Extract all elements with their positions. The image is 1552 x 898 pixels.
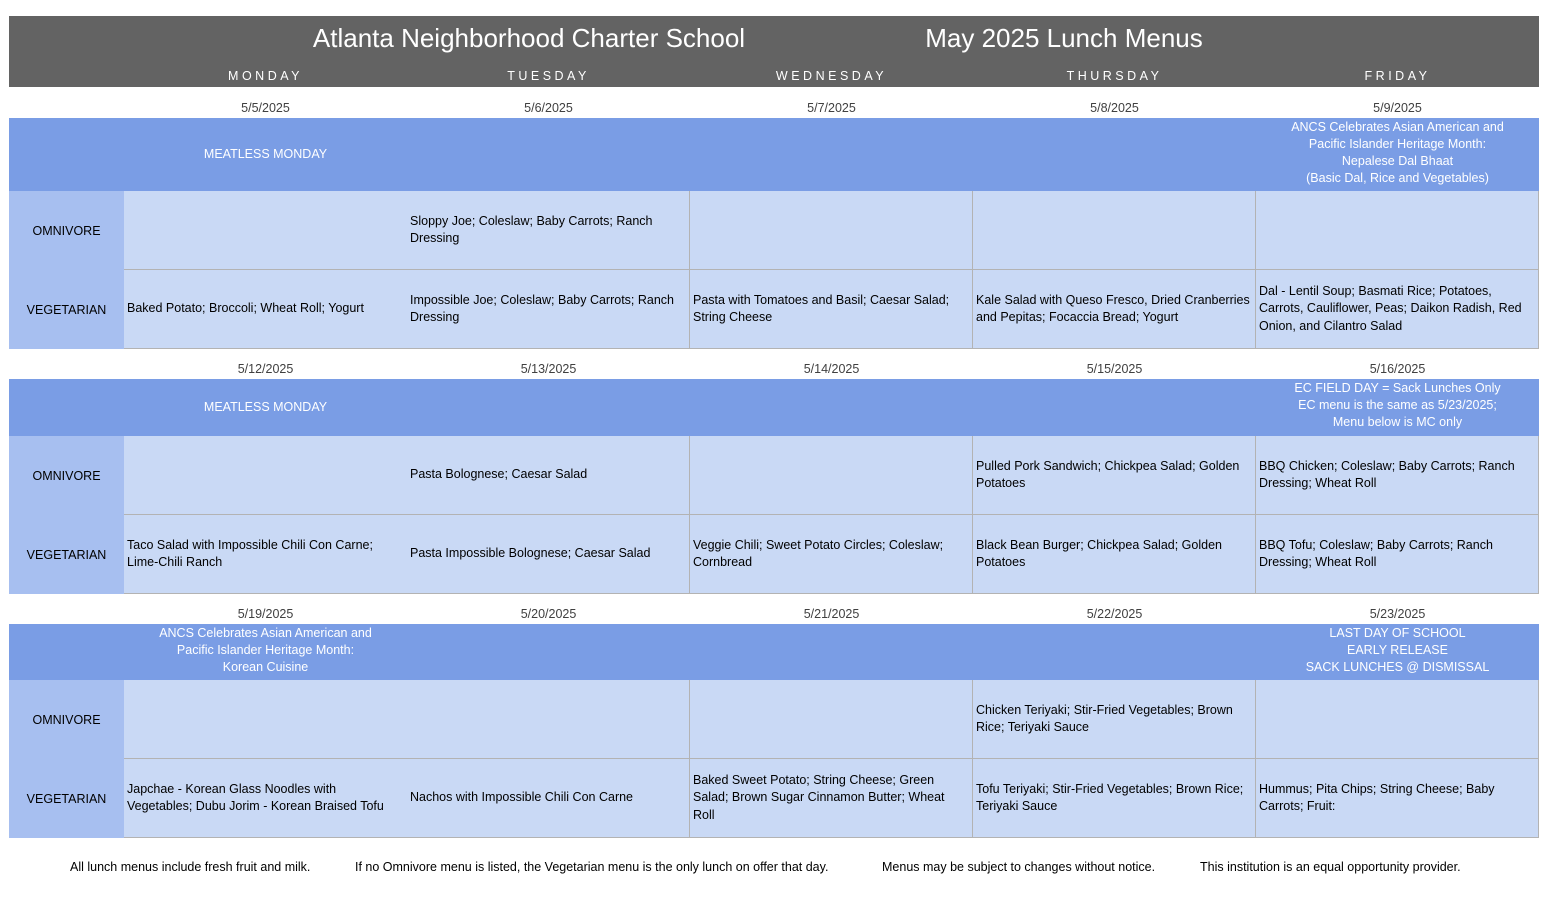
day-header-thursday: THURSDAY [1066, 69, 1163, 83]
date-cell: 5/20/2025 [520, 607, 577, 621]
omnivore-label: OMNIVORE [9, 436, 124, 515]
date-cell: 5/9/2025 [1373, 101, 1422, 115]
banner-text: EC FIELD DAY = Sack Lunches Only EC menu is the same as 5/23/2025; Menu below is MC only [1294, 381, 1501, 429]
banner-text: ANCS Celebrates Asian American and Pacific Islander Heritage Month: Korean Cuisine [159, 626, 372, 674]
menu-cell: Baked Potato; Broccoli; Wheat Roll; Yogurt [124, 270, 408, 349]
week-1 [9, 99, 1539, 349]
theme-banner [9, 379, 1539, 436]
menu-cell [407, 680, 690, 759]
menu-cell: Pasta Impossible Bolognese; Caesar Salad [407, 515, 690, 594]
menu-cell: Tofu Teriyaki; Stir-Fried Vegetables; Brown Rice; Teriyaki Sauce [973, 759, 1256, 838]
theme-banner [9, 118, 1539, 191]
omnivore-row [9, 436, 1539, 515]
date-cell: 5/6/2025 [524, 101, 573, 115]
date-cell: 5/16/2025 [1369, 362, 1426, 376]
menu-cell: Veggie Chili; Sweet Potato Circles; Coleslaw; Cornbread [690, 515, 973, 594]
banner-text [407, 624, 690, 680]
menu-cell: Impossible Joe; Coleslaw; Baby Carrots; Ranch Dressing [407, 270, 690, 349]
omnivore-row [9, 680, 1539, 759]
date-cell: 5/21/2025 [803, 607, 860, 621]
omnivore-row [9, 191, 1539, 270]
banner-text [407, 379, 690, 436]
omnivore-label: OMNIVORE [9, 680, 124, 759]
menu-cell: Nachos with Impossible Chili Con Carne [407, 759, 690, 838]
menu-cell: Dal - Lentil Soup; Basmati Rice; Potatoes, Carrots, Cauliflower, Peas; Daikon Radish, Red Onion, and Cilantro Salad [1256, 270, 1539, 349]
banner-text: MEATLESS MONDAY [203, 400, 328, 414]
footer-note: This institution is an equal opportunity provider. [1200, 860, 1461, 874]
menu-cell: Sloppy Joe; Coleslaw; Baby Carrots; Ranch Dressing [407, 191, 690, 270]
menu-cell [124, 680, 408, 759]
menu-cell: BBQ Tofu; Coleslaw; Baby Carrots; Ranch Dressing; Wheat Roll [1256, 515, 1539, 594]
vegetarian-label: VEGETARIAN [9, 759, 124, 838]
banner-text: MEATLESS MONDAY [203, 147, 328, 161]
vegetarian-row [9, 759, 1539, 838]
menu-cell: Pasta with Tomatoes and Basil; Caesar Salad; String Cheese [690, 270, 973, 349]
footer-note: If no Omnivore menu is listed, the Vegetarian menu is the only lunch on offer that day. [355, 860, 829, 874]
date-cell: 5/15/2025 [1086, 362, 1143, 376]
day-header-friday: FRIDAY [1364, 69, 1431, 83]
menu-cell: Pasta Bolognese; Caesar Salad [407, 436, 690, 515]
menu-cell: Taco Salad with Impossible Chili Con Carne; Lime-Chili Ranch [124, 515, 408, 594]
menu-cell [690, 436, 973, 515]
menu-cell [1256, 680, 1539, 759]
date-cell: 5/7/2025 [807, 101, 856, 115]
omnivore-label: OMNIVORE [9, 191, 124, 270]
menu-cell [690, 191, 973, 270]
footer-notes [0, 858, 1552, 876]
menu-cell: BBQ Chicken; Coleslaw; Baby Carrots; Ranch Dressing; Wheat Roll [1256, 436, 1539, 515]
date-cell: 5/13/2025 [520, 362, 577, 376]
menu-cell: Pulled Pork Sandwich; Chickpea Salad; Golden Potatoes [973, 436, 1256, 515]
footer-note: Menus may be subject to changes without notice. [882, 860, 1156, 874]
date-cell: 5/14/2025 [803, 362, 860, 376]
theme-banner [9, 624, 1539, 680]
day-header-monday: MONDAY [228, 69, 303, 83]
banner-text [407, 118, 690, 191]
menu-cell [124, 191, 408, 270]
menu-cell: Baked Sweet Potato; String Cheese; Green Salad; Brown Sugar Cinnamon Butter; Wheat Roll [690, 759, 973, 838]
date-cell: 5/8/2025 [1090, 101, 1139, 115]
menu-cell [124, 436, 408, 515]
menu-cell: Kale Salad with Queso Fresco, Dried Cranberries and Pepitas; Focaccia Bread; Yogurt [973, 270, 1256, 349]
banner-text [690, 624, 973, 680]
date-cell: 5/5/2025 [241, 101, 290, 115]
menu-header [9, 16, 1539, 87]
day-header-wednesday: WEDNESDAY [775, 69, 888, 83]
footer-note: All lunch menus include fresh fruit and milk. [70, 860, 311, 874]
vegetarian-label: VEGETARIAN [9, 270, 124, 349]
menu-cell: Japchae - Korean Glass Noodles with Vegetables; Dubu Jorim - Korean Braised Tofu [124, 759, 408, 838]
date-cell: 5/23/2025 [1369, 607, 1426, 621]
menu-cell [1256, 191, 1539, 270]
banner-text: LAST DAY OF SCHOOL EARLY RELEASE SACK LUNCHES @ DISMISSAL [1305, 626, 1490, 674]
date-cell: 5/19/2025 [237, 607, 294, 621]
vegetarian-row [9, 515, 1539, 594]
week-3 [9, 605, 1539, 838]
menu-title: May 2025 Lunch Menus [925, 23, 1203, 53]
menu-cell [973, 191, 1256, 270]
school-name: Atlanta Neighborhood Charter School [312, 23, 746, 53]
date-cell: 5/12/2025 [237, 362, 294, 376]
banner-text [973, 624, 1256, 680]
week-2 [9, 360, 1539, 594]
banner-text [690, 118, 973, 191]
banner-text: ANCS Celebrates Asian American and Pacific Islander Heritage Month: Nepalese Dal Bhaat (Basic Dal, Rice and Vegetables) [1291, 120, 1504, 185]
menu-cell: Hummus; Pita Chips; String Cheese; Baby Carrots; Fruit: [1256, 759, 1539, 838]
menu-cell [690, 680, 973, 759]
date-cell: 5/22/2025 [1086, 607, 1143, 621]
vegetarian-row [9, 270, 1539, 349]
banner-text [973, 379, 1256, 436]
banner-text [973, 118, 1256, 191]
banner-text [690, 379, 973, 436]
vegetarian-label: VEGETARIAN [9, 515, 124, 594]
menu-cell: Black Bean Burger; Chickpea Salad; Golden Potatoes [973, 515, 1256, 594]
day-header-tuesday: TUESDAY [507, 69, 590, 83]
menu-cell: Chicken Teriyaki; Stir-Fried Vegetables; Brown Rice; Teriyaki Sauce [973, 680, 1256, 759]
